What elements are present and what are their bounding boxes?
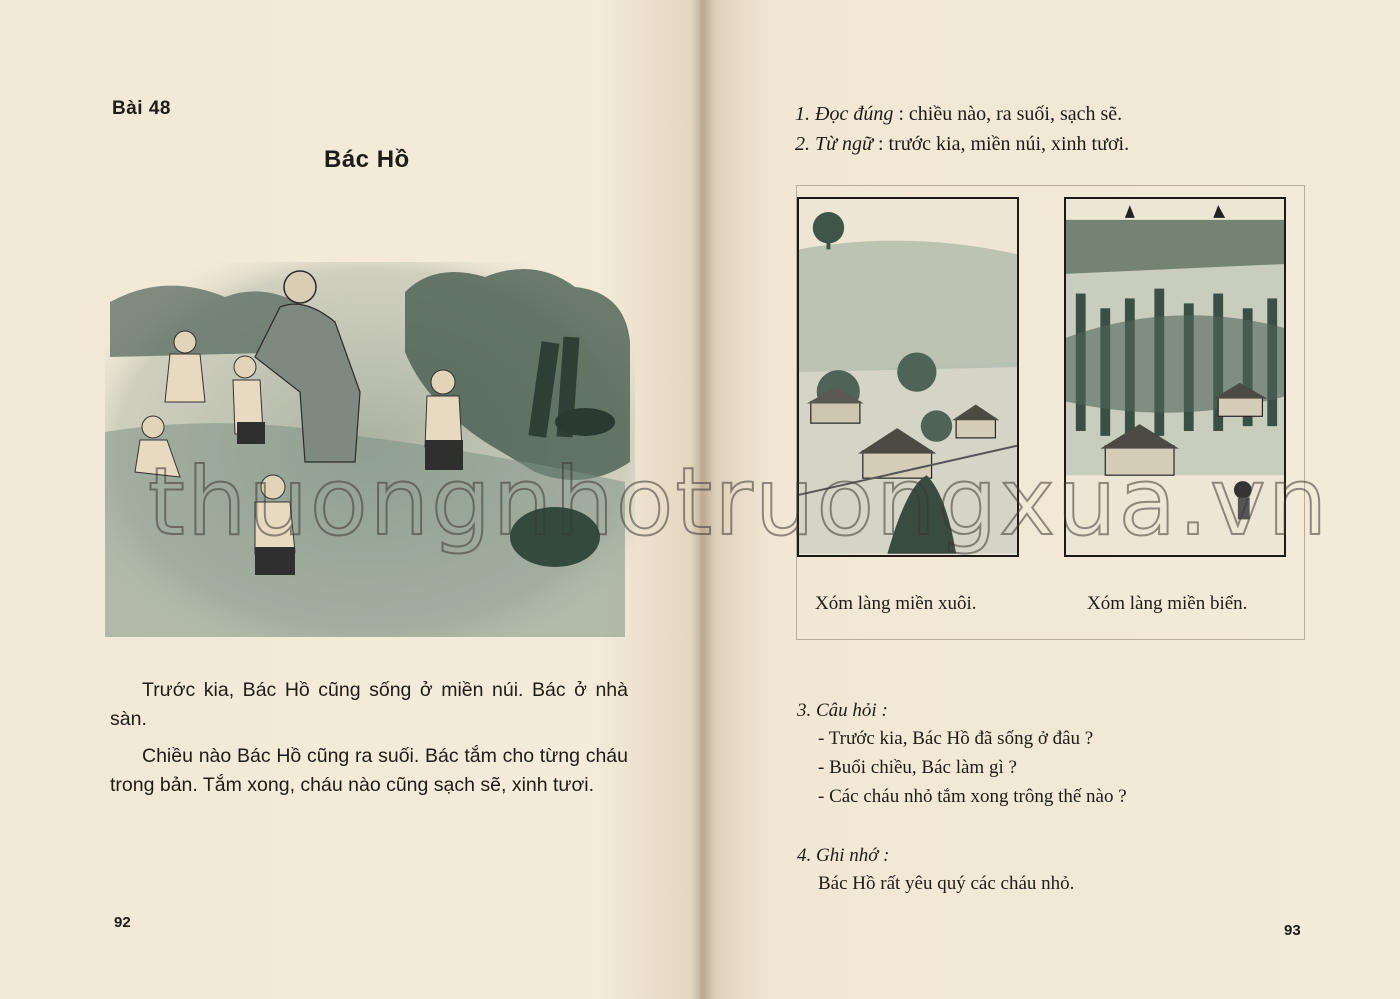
coastal-village-illustration	[1064, 197, 1286, 557]
caption-lowland-village: Xóm làng miền xuôi.	[815, 593, 977, 614]
book-gutter	[690, 0, 716, 999]
remember-heading: 4. Ghi nhớ :	[797, 845, 890, 866]
questions-heading: 3. Câu hỏi :	[797, 700, 888, 721]
story-paragraph-2: Chiều nào Bác Hồ cũng ra suối. Bác tắm cho từng cháu trong bản. Tắm xong, cháu nào cũng sạch sẽ, xinh tươi.	[110, 745, 628, 796]
illustration-uncle-ho-bathing-children	[105, 262, 635, 637]
page-number-left: 92	[114, 914, 131, 931]
vocabulary-exercise	[795, 133, 1129, 156]
remember-text: Bác Hồ rất yêu quý các cháu nhỏ.	[818, 873, 1075, 894]
reading-label: 1. Đọc đúng	[795, 103, 894, 125]
caption-coastal-village: Xóm làng miền biển.	[1087, 593, 1248, 614]
lesson-title: Bác Hồ	[324, 146, 410, 173]
reading-exercise	[795, 103, 1122, 126]
page-number-right: 93	[1284, 922, 1301, 939]
story-paragraph-1: Trước kia, Bác Hồ cũng sống ở miền núi. Bác ở nhà sàn.	[110, 679, 628, 730]
reading-text: : chiều nào, ra suối, sạch sẽ.	[893, 103, 1123, 125]
question-item: - Buổi chiều, Bác làm gì ?	[818, 757, 1017, 778]
question-item: - Trước kia, Bác Hồ đã sống ở đâu ?	[818, 728, 1094, 749]
vocabulary-label: 2. Từ ngữ	[795, 133, 873, 155]
lesson-number: Bài 48	[112, 98, 171, 119]
question-item: - Các cháu nhỏ tắm xong trông thế nào ?	[818, 786, 1127, 807]
lowland-village-illustration	[797, 197, 1019, 557]
story-text	[110, 676, 628, 800]
vocabulary-text: : trước kia, miền núi, xinh tươi.	[872, 133, 1130, 155]
